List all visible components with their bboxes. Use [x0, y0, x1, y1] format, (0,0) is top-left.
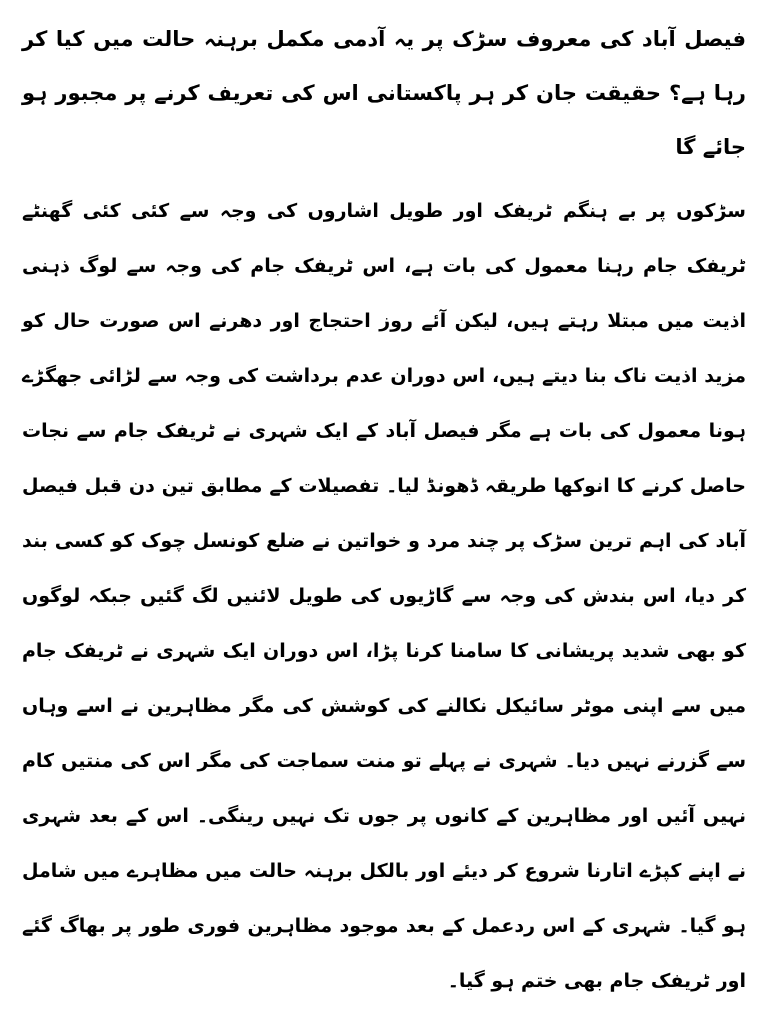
article-headline: فیصل آباد کی معروف سڑک پر یہ آدمی مکمل برہنہ حالت میں کیا کر رہا ہے؟ حقیقت جان کر ہر پاکستانی اس کی تعریف کرنے پر مجبور ہو جائے گا — [22, 27, 746, 159]
article — [22, 12, 746, 1009]
article-body: سڑکوں پر بے ہنگم ٹریفک اور طویل اشاروں کی وجہ سے کئی کئی گھنٹے ٹریفک جام رہنا معمول کی بات ہے، اس ٹریفک جام کی وجہ سے لوگ ذہنی اذیت میں مبتلا رہتے ہیں، لیکن آئے روز احتجاج اور دھرنے اس صورت حال کو مزید اذیت ناک بنا دیتے ہیں، اس دوران عدم برداشت کی وجہ سے لڑائی جھگڑے ہونا معمول کی بات ہے مگر فیصل آباد کے ایک شہری نے ٹریفک جام سے نجات حاصل کرنے کا انوکھا طریقہ ڈھونڈ لیا۔ تفصیلات کے مطابق تین دن قبل فیصل آباد کی اہم ترین سڑک پر چند مرد و خواتین نے ضلع کونسل چوک کو کسی بند کر دیا، اس بندش کی وجہ سے گاڑیوں کی طویل لائنیں لگ گئیں جبکہ لوگوں کو بھی شدید پریشانی کا سامنا کرنا پڑا، اس دوران ایک شہری نے ٹریفک جام میں سے اپنی موٹر سائیکل نکالنے کی کوشش کی مگر مظاہرین نے اسے وہاں سے گزرنے نہیں دیا۔ شہری نے پہلے تو منت سماجت کی مگر اس کی منتیں کام نہیں آئیں اور مظاہرین کے کانوں پر جوں تک نہیں رینگی۔ اس کے بعد شہری نے اپنے کپڑے اتارنا شروع کر دیئے اور بالکل برہنہ حالت میں مظاہرے میں شامل ہو گیا۔ شہری کے اس ردعمل کے بعد موجود مظاہرین فوری طور پر بھاگ گئے اور ٹریفک جام بھی ختم ہو گیا۔ — [22, 200, 746, 992]
